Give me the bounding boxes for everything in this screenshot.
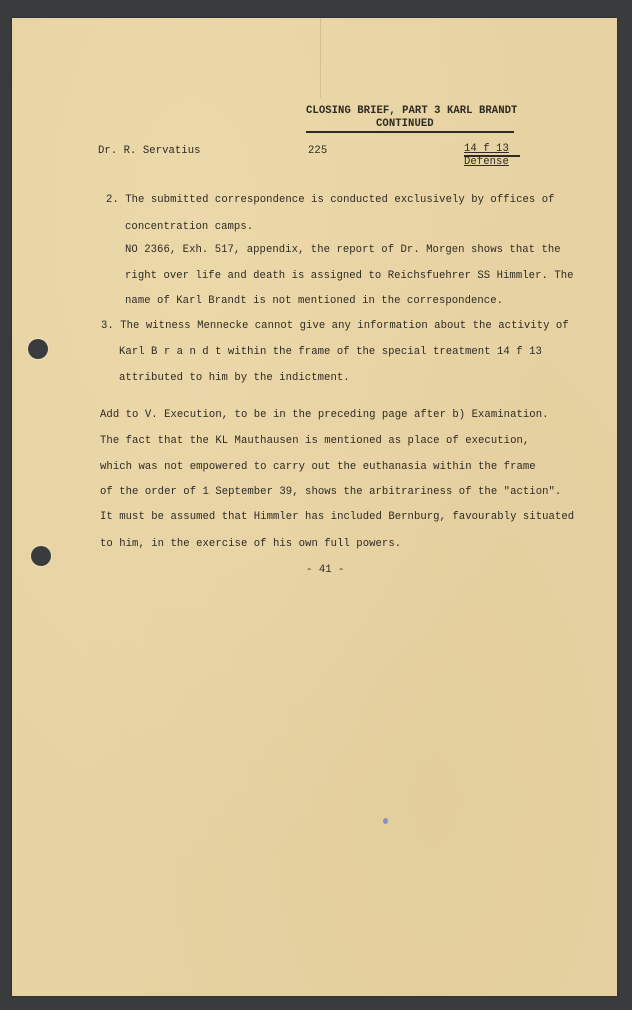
item-3-line-1: 3. The witness Mennecke cannot give any information about the activity of xyxy=(101,320,569,332)
item-2-line-5: name of Karl Brandt is not mentioned in the correspondence. xyxy=(125,295,504,307)
ink-speck xyxy=(383,818,388,824)
addendum-line-5: It must be assumed that Himmler has included Bernburg, favourably situated xyxy=(100,511,575,523)
item-2-line-3: NO 2366, Exh. 517, appendix, the report of Dr. Morgen shows that the xyxy=(125,244,561,256)
item-3-line-3: attributed to him by the indictment. xyxy=(119,372,350,384)
header-subtitle: CONTINUED xyxy=(376,118,434,130)
item-2-line-4: right over life and death is assigned to Reichsfuehrer SS Himmler. The xyxy=(125,270,574,282)
party-label: Defense xyxy=(464,156,509,168)
page-reference: 225 xyxy=(308,145,328,157)
addendum-line-2: The fact that the KL Mauthausen is mentioned as place of execution, xyxy=(100,435,530,447)
document-page xyxy=(12,18,617,996)
author-name: Dr. R. Servatius xyxy=(98,145,201,157)
fold-crease xyxy=(320,18,321,98)
punch-hole-bottom xyxy=(31,546,51,566)
addendum-line-4: of the order of 1 September 39, shows the arbitrariness of the "action". xyxy=(100,486,562,498)
item-3-line-2: Karl B r a n d t within the frame of the special treatment 14 f 13 xyxy=(119,346,542,358)
document-code: 14 f 13 xyxy=(464,143,509,155)
header-title: CLOSING BRIEF, PART 3 KARL BRANDT xyxy=(306,105,518,117)
item-2-line-1: 2. The submitted correspondence is conducted exclusively by offices of xyxy=(106,194,555,206)
addendum-line-1: Add to V. Execution, to be in the preceding page after b) Examination. xyxy=(100,409,549,421)
item-2-line-2: concentration camps. xyxy=(125,221,254,233)
page-number: - 41 - xyxy=(306,564,345,576)
addendum-line-3: which was not empowered to carry out the euthanasia within the frame xyxy=(100,461,536,473)
header-rule xyxy=(306,131,514,133)
addendum-line-6: to him, in the exercise of his own full powers. xyxy=(100,538,402,550)
punch-hole-top xyxy=(28,339,48,359)
